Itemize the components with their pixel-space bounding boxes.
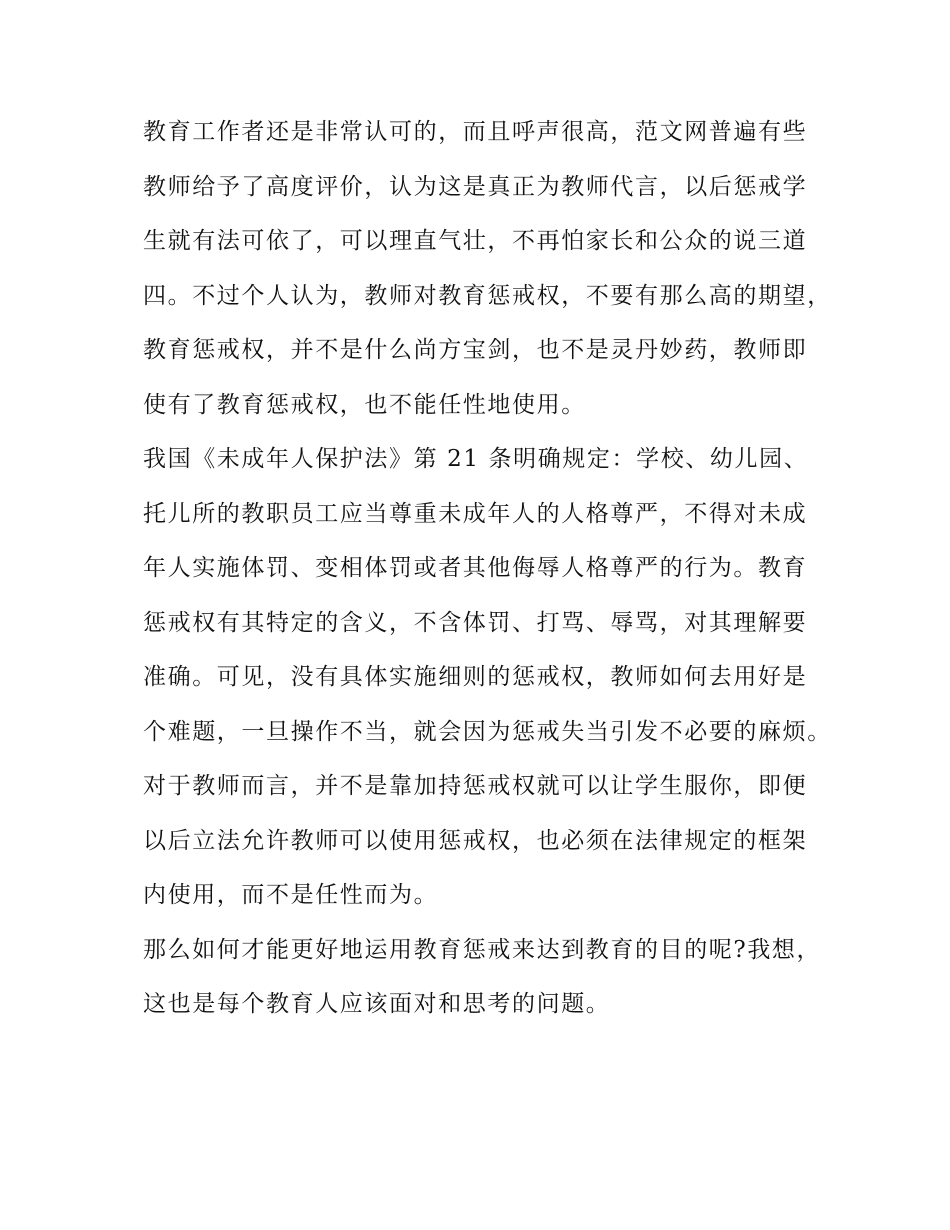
text-line: 准确。可见，没有具体实施细则的惩戒权，教师如何去用好是	[143, 664, 808, 690]
text-line: 教育工作者还是非常认可的，而且呼声很高，范文网普遍有些	[143, 119, 808, 145]
text-line: 这也是每个教育人应该面对和思考的问题。	[143, 991, 611, 1017]
text-line: 以后立法允许教师可以使用惩戒权，也必须在法律规定的框架	[143, 827, 808, 854]
text-line: 托儿所的教职员工应当尊重未成年人的人格尊严，不得对未成	[143, 500, 808, 527]
text-line: 年人实施体罚、变相体罚或者其他侮辱人格尊严的行为。教育	[143, 555, 808, 581]
text-line: 生就有法可依了，可以理直气壮，不再怕家长和公众的说三道	[143, 228, 808, 254]
text-line: 我国《未成年人保护法》第 21 条明确规定：学校、幼儿园、	[143, 446, 809, 472]
text-line: 对于教师而言，并不是靠加持惩戒权就可以让学生服你，即便	[143, 773, 808, 799]
text-line: 教育惩戒权，并不是什么尚方宝剑，也不是灵丹妙药，教师即	[143, 337, 808, 363]
text-line: 个难题，一旦操作不当，就会因为惩戒失当引发不必要的麻烦。	[143, 718, 832, 745]
text-line: 惩戒权有其特定的含义，不含体罚、打骂、辱骂，对其理解要	[143, 609, 808, 636]
text-line: 使有了教育惩戒权，也不能任性地使用。	[143, 391, 586, 418]
body-text	[143, 105, 843, 1032]
text-line: 那么如何才能更好地运用教育惩戒来达到教育的目的呢?我想，	[143, 936, 822, 963]
text-line: 四。不过个人认为，教师对教育惩戒权，不要有那么高的期望，	[143, 282, 832, 309]
text-line: 内使用，而不是任性而为。	[143, 882, 439, 908]
text-line: 教师给予了高度评价，认为这是真正为教师代言，以后惩戒学	[143, 173, 808, 200]
